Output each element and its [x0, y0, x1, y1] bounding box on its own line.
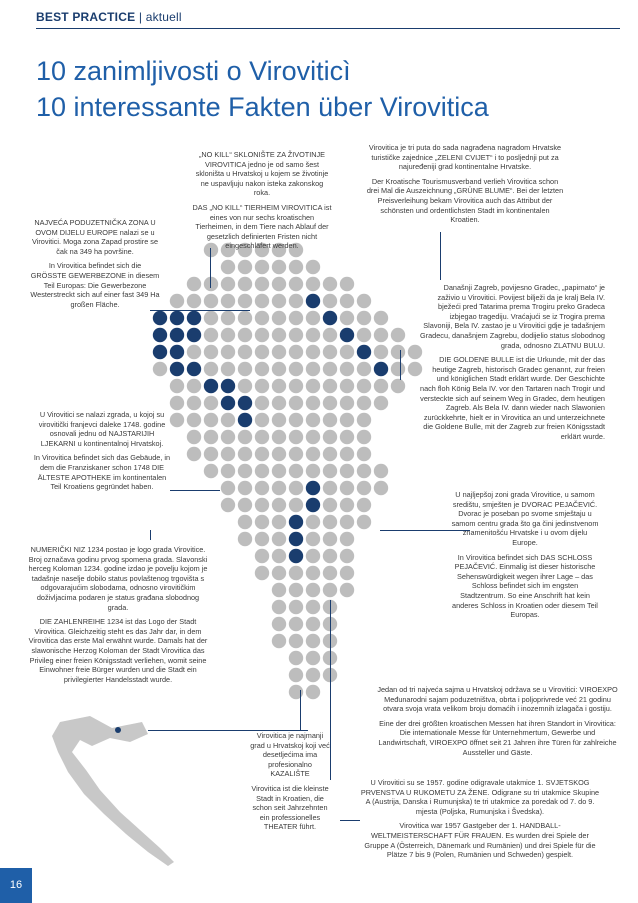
decor-dot — [238, 277, 252, 291]
decor-dot — [170, 396, 184, 410]
decor-dot — [306, 532, 320, 546]
decor-dot — [255, 498, 269, 512]
decor-dot — [187, 362, 201, 376]
decor-dot — [340, 396, 354, 410]
decor-dot — [255, 345, 269, 359]
decor-dot — [374, 464, 388, 478]
decor-dot — [238, 481, 252, 495]
decor-dot — [306, 668, 320, 682]
decor-dot — [255, 311, 269, 325]
decor-dot — [221, 413, 235, 427]
decor-dot — [170, 362, 184, 376]
decor-dot — [221, 498, 235, 512]
decor-dot — [238, 498, 252, 512]
decor-dot — [255, 464, 269, 478]
fact-text-de: Der Kroatische Tourismusverband verlieh Virovitica schon drei Mal die Auszeichnung „GRÜNE BLUME“. Bei der letzten Preisverleihung bekam Virovitica auch das Attribut der schönsten und ordentlichsten Stadt im kontinentalen Kroatien. — [366, 176, 564, 225]
decor-dot — [323, 583, 337, 597]
decor-dot — [221, 396, 235, 410]
connector-line — [330, 600, 331, 780]
decor-dot — [289, 685, 303, 699]
decor-dot — [153, 345, 167, 359]
decor-dot — [221, 430, 235, 444]
decor-dot — [374, 481, 388, 495]
decor-dot — [238, 379, 252, 393]
decor-dot — [238, 328, 252, 342]
connector-line — [150, 310, 250, 311]
decor-dot — [238, 311, 252, 325]
fact-text-hr: Virovitica je najmanji grad u Hrvatskoj koji već desetljećima ima profesionalno KAZALIŠTE — [250, 731, 330, 779]
decor-dot — [238, 447, 252, 461]
decor-dot — [306, 651, 320, 665]
fact-viroexpo — [375, 685, 620, 762]
decor-dot — [272, 549, 286, 563]
decor-dot — [289, 532, 303, 546]
decor-dot — [306, 566, 320, 580]
decor-dot — [289, 566, 303, 580]
decor-dot — [187, 413, 201, 427]
decor-dot — [323, 447, 337, 461]
decor-dot — [187, 430, 201, 444]
decor-dot — [187, 328, 201, 342]
fact-text-hr: NAJVEĆA PODUZETNIČKA ZONA U OVOM DIJELU EUROPE nalazi se u Virovitici. Moga zona Zapad prostire se čak na 349 ha površine. — [32, 218, 158, 256]
decor-dot — [187, 345, 201, 359]
fact-text-hr: Virovitica je tri puta do sada nagrađena nagradom Hrvatske turističke zajednice „ZELENI CVIJET“ i to posljednji put za najuređeniji grad kontinentalne Hrvatske. — [368, 143, 562, 172]
decor-dot — [306, 447, 320, 461]
decor-dot — [357, 430, 371, 444]
connector-line — [300, 690, 301, 730]
decor-dot — [272, 498, 286, 512]
decor-dot — [289, 260, 303, 274]
decor-dot — [238, 396, 252, 410]
page-title-german: 10 interessante Fakten über Virovitica — [36, 92, 489, 122]
decor-dot — [323, 328, 337, 342]
connector-line — [400, 350, 401, 380]
decor-dot — [357, 464, 371, 478]
decor-dot — [374, 396, 388, 410]
decor-dot — [272, 617, 286, 631]
decor-dot — [221, 260, 235, 274]
decor-dot — [204, 413, 218, 427]
fact-business-zone — [30, 218, 160, 314]
decor-dot — [221, 447, 235, 461]
decor-dot — [306, 515, 320, 529]
decor-dot — [204, 379, 218, 393]
decor-dot — [357, 413, 371, 427]
decor-dot — [289, 430, 303, 444]
decor-dot — [170, 345, 184, 359]
decor-dot — [204, 311, 218, 325]
decor-dot — [187, 396, 201, 410]
decor-dot — [289, 379, 303, 393]
decor-dot — [323, 481, 337, 495]
decor-dot — [221, 379, 235, 393]
decor-dot — [306, 413, 320, 427]
fact-text-hr: U Virovitici su se 1957. godine odigravale utakmice 1. SVJETSKOG PRVENSTVA U RUKOMETU ZA ŽENE. Odigrane su tri utakmice Skupine A (Austrija, Danska i Rumunjska) te tri utakmice za poredak od 7. do 9. mjesta (Poljska, Rumunjska i Švedska). — [360, 778, 600, 816]
decor-dot — [289, 600, 303, 614]
decor-dot — [272, 464, 286, 478]
decor-dot — [187, 447, 201, 461]
decor-dot — [272, 345, 286, 359]
decor-dot — [289, 464, 303, 478]
fact-oldest-pharmacy — [32, 410, 172, 497]
decor-dot — [272, 515, 286, 529]
decor-dot — [221, 345, 235, 359]
decor-dot — [340, 566, 354, 580]
decor-dot — [272, 413, 286, 427]
connector-line — [440, 232, 441, 280]
fact-text-hr: U Virovitici se nalazi zgrada, u kojoj su virovitički franjevci daleke 1748. godine osnovali jednu od NAJSTARIJIH LJEKARNI u kontinentalnoj Hrvatskoj. — [38, 410, 166, 448]
decor-dot — [357, 345, 371, 359]
section-divider: | — [138, 10, 143, 24]
section-name: BEST PRACTICE — [36, 10, 136, 24]
decor-dot — [357, 328, 371, 342]
decor-dot — [255, 566, 269, 580]
decor-dot — [306, 685, 320, 699]
decor-dot — [323, 379, 337, 393]
decor-dot — [204, 362, 218, 376]
decor-dot — [357, 498, 371, 512]
decor-dot — [255, 515, 269, 529]
decor-dot — [306, 362, 320, 376]
decor-dot — [374, 345, 388, 359]
decor-dot — [323, 430, 337, 444]
decor-dot — [255, 396, 269, 410]
decor-dot — [187, 311, 201, 325]
decor-dot — [255, 362, 269, 376]
decor-dot — [340, 277, 354, 291]
decor-dot — [340, 430, 354, 444]
decor-dot — [323, 515, 337, 529]
fact-text-de: Virovitica ist die kleinste Stadt in Kroatien, die schon seit Jahrzehnten ein professionelles THEATER führt. — [251, 783, 329, 832]
fact-text-hr: „NO KILL“ SKLONIŠTE ZA ŽIVOTINJE VIROVITICA jedno je od samo šest skloništa u Hrvatskoj u kojem se životinje ne uspavljuju nakon isteka zakonskog roka. — [195, 150, 329, 198]
decor-dot — [221, 481, 235, 495]
decor-dot — [323, 549, 337, 563]
decor-dot — [238, 260, 252, 274]
decor-dot — [238, 430, 252, 444]
decor-dot — [255, 379, 269, 393]
decor-dot — [323, 345, 337, 359]
decor-dot — [340, 549, 354, 563]
decor-dot — [255, 481, 269, 495]
decor-dot — [272, 447, 286, 461]
decor-dot — [306, 481, 320, 495]
decor-dot — [289, 413, 303, 427]
decor-dot — [272, 311, 286, 325]
decor-dot — [357, 379, 371, 393]
decor-dot — [221, 294, 235, 308]
fact-golden-bull — [420, 283, 605, 447]
decor-dot — [221, 362, 235, 376]
decor-dot — [306, 498, 320, 512]
decor-dot — [272, 260, 286, 274]
decor-dot — [357, 311, 371, 325]
decor-dot — [255, 413, 269, 427]
decor-dot — [272, 294, 286, 308]
decor-dot — [306, 634, 320, 648]
decor-dot — [340, 464, 354, 478]
decor-dot — [204, 345, 218, 359]
decor-dot — [272, 362, 286, 376]
decor-dot — [255, 328, 269, 342]
decor-dot — [272, 634, 286, 648]
decor-dot — [204, 464, 218, 478]
decor-dot — [170, 294, 184, 308]
decor-dot — [374, 328, 388, 342]
decor-dot — [255, 277, 269, 291]
decor-dot — [340, 379, 354, 393]
connector-line — [340, 820, 360, 821]
decor-dot — [255, 532, 269, 546]
decor-dot — [323, 566, 337, 580]
connector-line — [150, 530, 151, 540]
decor-dot — [306, 583, 320, 597]
fact-text-de: DAS „NO KILL“ TIERHEIM VIROVITICA ist eines von nur sechs kroatischen Tierheimen, in dem Tiere nach Ablauf der gesetzlich definierten Fristen nicht eingeschläfert werden. — [192, 202, 332, 251]
decor-dot — [289, 515, 303, 529]
fact-handball-championship — [360, 778, 600, 865]
decor-dot — [289, 277, 303, 291]
decor-dot — [204, 396, 218, 410]
decor-dot — [323, 362, 337, 376]
decor-dot — [357, 294, 371, 308]
decor-dot — [187, 379, 201, 393]
decor-dot — [374, 311, 388, 325]
decor-dot — [306, 430, 320, 444]
decor-dot — [357, 362, 371, 376]
decor-dot — [255, 294, 269, 308]
decor-dot — [391, 362, 405, 376]
fact-professional-theatre — [250, 731, 330, 837]
decor-dot — [323, 294, 337, 308]
decor-dot — [374, 379, 388, 393]
decor-dot — [306, 379, 320, 393]
decor-dot — [204, 328, 218, 342]
decor-dot — [272, 277, 286, 291]
decor-dot — [221, 328, 235, 342]
fact-text-de: In Virovitica befindet sich die GRÖSSTE GEWERBEZONE in diesem Teil Europas: Die Gewerbezone Westerstreckt sich auf einer fast 349 Ha großen Fläche. — [30, 261, 160, 309]
decor-dot — [204, 430, 218, 444]
decor-dot — [306, 294, 320, 308]
decor-dot — [153, 328, 167, 342]
decor-dot — [391, 379, 405, 393]
decor-dot — [306, 549, 320, 563]
decor-dot — [340, 498, 354, 512]
decor-dot — [289, 668, 303, 682]
decor-dot — [289, 362, 303, 376]
decor-dot — [204, 294, 218, 308]
decor-dot — [272, 328, 286, 342]
decor-dot — [289, 294, 303, 308]
decor-dot — [340, 294, 354, 308]
decor-dot — [238, 532, 252, 546]
decor-dot — [272, 396, 286, 410]
fact-text-hr: NUMERIČKI NIZ 1234 postao je logo grada Virovitice. Broj označava godinu prvog spomena grada. Slavonski herceg Koloman 1234. godine izdao je povelju kojom je tadašnje naselje dobilo status povlaštenog trgovišta s odgovarajućim slobodama, odnosno virovitičkim doživljacima podaren je status građana slobodnog grada. — [28, 545, 208, 612]
decor-dot — [323, 532, 337, 546]
subsection-name: aktuell — [145, 10, 182, 24]
decor-dot — [340, 345, 354, 359]
decor-dot — [289, 447, 303, 461]
decor-dot — [374, 362, 388, 376]
decor-dot — [391, 328, 405, 342]
decor-dot — [204, 447, 218, 461]
decor-dot — [289, 634, 303, 648]
decor-dot — [357, 481, 371, 495]
decor-dot — [306, 345, 320, 359]
decor-dot — [272, 532, 286, 546]
decor-dot — [340, 362, 354, 376]
fact-numeral-1234 — [28, 545, 208, 689]
fact-text-hr: Jedan od tri najveća sajma u Hrvatskoj održava se u Virovitici: VIROEXPO Međunarodni sajam poduzetništva, obrta i poljoprivrede već 21 godinu otvara svoja vrata velikom broju domaćih i inozemnih izlagača i gostiju. — [377, 685, 618, 714]
fact-text-hr: U najljepšoj zoni grada Virovitice, u samom središtu, smješten je DVORAC PEJAČEVIĆ. Dvorac je poseban po svome smještaju u samom centru grada što ga čini jedinstvenom znamenitošću Hrvatske i u ovom dijelu Europe. — [451, 490, 599, 547]
decor-dot — [340, 328, 354, 342]
decor-dot — [340, 413, 354, 427]
fact-pejacevic-castle — [450, 490, 600, 625]
decor-dot — [323, 396, 337, 410]
decor-dot — [357, 447, 371, 461]
decor-dot — [289, 345, 303, 359]
decor-dot — [170, 311, 184, 325]
fact-text-de: In Virovitica befindet sich DAS SCHLOSS PEJAČEVIĆ. Einmalig ist dieser historische Sehenswürdigkeit wegen ihrer Lage – das Schloss befindet sich im engsten Stadtzentrum. So eine Anschrift hat kein anderes Schloss in Kroatien oder diesem Teil Europas. — [452, 552, 598, 620]
decor-dot — [289, 498, 303, 512]
decor-dot — [340, 515, 354, 529]
decor-dot — [323, 277, 337, 291]
decor-dot — [238, 464, 252, 478]
decor-dot — [306, 464, 320, 478]
decor-dot — [238, 362, 252, 376]
decor-dot — [323, 413, 337, 427]
decor-dot — [289, 549, 303, 563]
decor-dot — [306, 617, 320, 631]
decor-dot — [221, 464, 235, 478]
decor-dot — [306, 311, 320, 325]
decor-dot — [238, 413, 252, 427]
decor-dot — [187, 277, 201, 291]
decor-dot — [255, 549, 269, 563]
fact-text-de: DIE GOLDENE BULLE ist die Urkunde, mit der das heutige Zagreb, historisch Gradec genannt, zur freien und königlichen Stadt erklärt wurde. Der Geschichte nach floh König Bela IV. vor den Tartaren nach Trogir und versteckte sich auf seinem Weg in Gradec, dem heutigen Zagreb. Als Bela IV. dann wieder nach Slawonien zurückkehrte, hielt er in Virovitica an und unterzeichnete die Goldene Bulle, mit der Zagreb zur freien Königsstadt erklärt wurde. — [420, 355, 605, 441]
connector-line — [170, 490, 220, 491]
decor-dot — [255, 260, 269, 274]
decor-dot — [323, 498, 337, 512]
decor-dot — [255, 447, 269, 461]
decor-dot — [340, 311, 354, 325]
decor-dot — [289, 311, 303, 325]
page-title-croatian: 10 zanimljivosti o Viroviticì — [36, 56, 351, 86]
decor-dot — [306, 260, 320, 274]
fact-text-de: Virovitica war 1957 Gastgeber der 1. HANDBALL-WELTMEISTERSCHAFT FÜR FRAUEN. Es wurden drei Spiele der Gruppe A (Österreich, Dänemark und Rumänien) und drei Spiele für die Plätze 7 bis 9 (Polen, Rumänien und Schweden) gespielt. — [364, 821, 596, 860]
decor-dot — [306, 277, 320, 291]
fact-text-de: Eine der drei größten kroatischen Messen hat ihren Standort in Virovitica: Die internationale Messe für Unternehmertum, Gewerbe und Landwirtschaft, VIROEXPO öffnet seit 21 Jahren ihre Türen für zahlreiche Aussteller und Gäste. — [378, 718, 617, 757]
decor-dot — [289, 396, 303, 410]
fact-green-flower-award — [365, 143, 565, 230]
fact-text-hr: Današnji Zagreb, povijesno Gradec, „papirnato“ je zaživio u Virovitici. Povijest bilježi da je kralj Bela IV. bježeći pred Tatarima prema Trogiru preko Gradeca izbjegao tragediju. Vraćajući se iz Trogira prema Slavoniji, Bela IV. zastao je u Virovitici gdje je tadašnjem Gradecu, današnjem Zagrebu, dodijelio status slobodnog grada, odnosno ZLATNU BULU. — [420, 283, 605, 350]
decor-dot — [323, 464, 337, 478]
decor-dot — [289, 583, 303, 597]
croatia-map-icon — [52, 716, 174, 866]
decor-dot — [272, 379, 286, 393]
decor-dot — [289, 617, 303, 631]
decor-dot — [204, 277, 218, 291]
decor-dot — [255, 430, 269, 444]
decor-dot — [357, 396, 371, 410]
decor-dot — [187, 294, 201, 308]
decor-dot — [170, 379, 184, 393]
decor-dot — [323, 311, 337, 325]
decor-dot — [272, 600, 286, 614]
decor-dot — [238, 294, 252, 308]
decor-dot — [272, 481, 286, 495]
decor-dot — [340, 481, 354, 495]
decor-dot — [340, 583, 354, 597]
decor-dot — [289, 328, 303, 342]
decor-dot — [221, 311, 235, 325]
decor-dot — [221, 277, 235, 291]
decor-dot — [153, 362, 167, 376]
decor-dot — [306, 396, 320, 410]
fact-no-kill-shelter — [192, 150, 332, 256]
decor-dot — [357, 515, 371, 529]
decor-dot — [272, 583, 286, 597]
decor-dot — [238, 515, 252, 529]
page-number: 16 — [0, 868, 32, 903]
decor-dot — [306, 600, 320, 614]
decor-dot — [238, 345, 252, 359]
decor-dot — [340, 447, 354, 461]
decor-dot — [272, 566, 286, 580]
decor-dot — [289, 651, 303, 665]
decor-dot — [289, 481, 303, 495]
decor-dot — [340, 532, 354, 546]
fact-text-de: In Virovitica befindet sich das Gebäude, in dem die Franziskaner schon 1748 DIE ÄLTESTE APOTHEKE im kontinentalen Teil Kroatiens gegründet haben. — [33, 453, 171, 492]
fact-text-de: DIE ZAHLENREIHE 1234 ist das Logo der Stadt Virovitica. Gleichzeitig steht es das Jahr dar, in dem Virovitica das erste Mal erwähnt wurde. Damals hat der slawonische Herzog Koloman der Stadt Virovitica das Privileg einer freien Königsstadt verliehen, womit seine Einwohner freie Bürger wurden und die Stadt ein privilegierter Handelsstadt wurde. — [28, 617, 208, 684]
decor-dot — [170, 328, 184, 342]
decor-dot — [391, 345, 405, 359]
decor-dot — [306, 328, 320, 342]
decor-dot — [272, 430, 286, 444]
